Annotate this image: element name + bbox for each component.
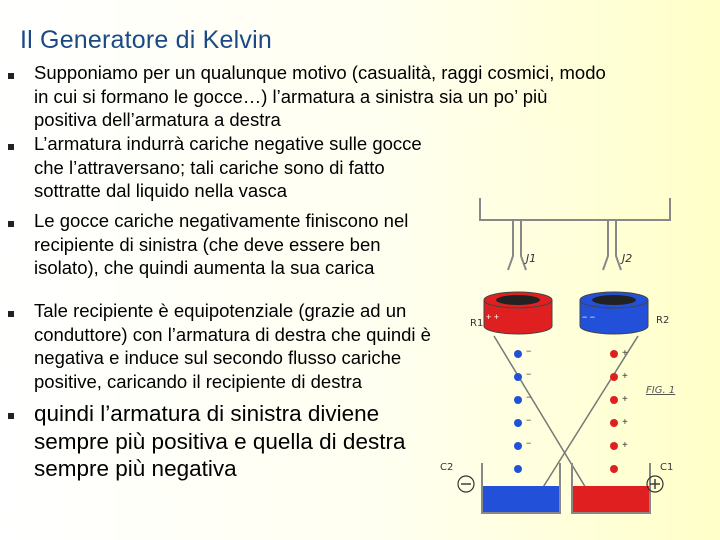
label-fig: FIG. 1 <box>646 385 676 396</box>
bullet-line: in cui si formano le gocce…) l’armatura a sinistra sia un po’ più <box>34 85 548 107</box>
droplets-left <box>514 346 531 473</box>
nozzle-j1 <box>508 220 526 270</box>
svg-text:−: − <box>526 392 532 402</box>
bullet-icon <box>8 221 14 227</box>
svg-text:+: + <box>622 440 628 451</box>
bullet-text <box>34 132 422 203</box>
circled-minus-icon <box>458 476 474 492</box>
label-r2: R2 <box>656 315 670 326</box>
top-reservoir <box>480 198 670 220</box>
bullet-line: quindi l’armatura di sinistra diviene <box>34 401 380 426</box>
bullet-line: sempre più positiva e quella di destra <box>34 428 406 454</box>
bullet-icon <box>8 311 14 317</box>
svg-text:+: + <box>622 371 628 382</box>
svg-text:+: + <box>622 348 628 359</box>
nozzle-j2 <box>603 220 621 270</box>
bullet-line: Le gocce cariche negativamente finiscono nel <box>34 210 409 231</box>
bullet-line: positive, caricando il recipiente di destra <box>34 370 363 392</box>
label-j2: J2 <box>622 252 633 265</box>
svg-text:+: + <box>622 417 628 428</box>
slide-title: Il Generatore di Kelvin <box>20 26 272 54</box>
svg-text:−: − <box>526 415 532 425</box>
bullet-line: negativa e induce sul secondo flusso cariche <box>34 347 402 368</box>
bullet-icon <box>8 144 14 150</box>
ring-plus-signs: + + <box>486 312 500 322</box>
label-c1: C1 <box>660 462 674 473</box>
bullet-icon <box>8 73 14 79</box>
bullet-line: conduttore) con l’armatura di destra che quindi è <box>34 323 431 345</box>
bullet-text <box>34 61 606 132</box>
bullet-text <box>34 299 431 393</box>
ring-minus-signs: − − <box>582 312 596 322</box>
bullet-line: recipiente di sinistra (che deve essere ben <box>34 233 381 255</box>
bullet-line: isolato), che quindi aumenta la sua carica <box>34 257 375 278</box>
bullet-line: Supponiamo per un qualunque motivo (casualità, raggi cosmici, modo <box>34 62 606 83</box>
svg-text:−: − <box>526 369 532 379</box>
bullet-line: L’armatura indurrà cariche negative sulle gocce <box>34 133 422 154</box>
bullet-line: sempre più negativa <box>34 456 237 481</box>
label-j1: J1 <box>526 252 537 265</box>
bullet-line: che l’attraversano; tali cariche sono di fatto <box>34 156 385 178</box>
label-r1: R1 <box>470 318 484 329</box>
bullet-text <box>34 400 405 483</box>
svg-text:+: + <box>622 394 628 405</box>
bullet-text <box>34 209 408 280</box>
svg-text:−: − <box>526 346 532 356</box>
bullet-icon <box>8 413 14 419</box>
svg-text:−: − <box>526 438 532 448</box>
bullet-line: positiva dell’armatura a destra <box>34 109 281 130</box>
bullet-line: sottratte dal liquido nella vasca <box>34 180 287 201</box>
bullet-line: Tale recipiente è equipotenziale (grazie ad un <box>34 300 407 321</box>
kelvin-generator-diagram <box>438 178 708 523</box>
label-c2: C2 <box>440 462 454 473</box>
